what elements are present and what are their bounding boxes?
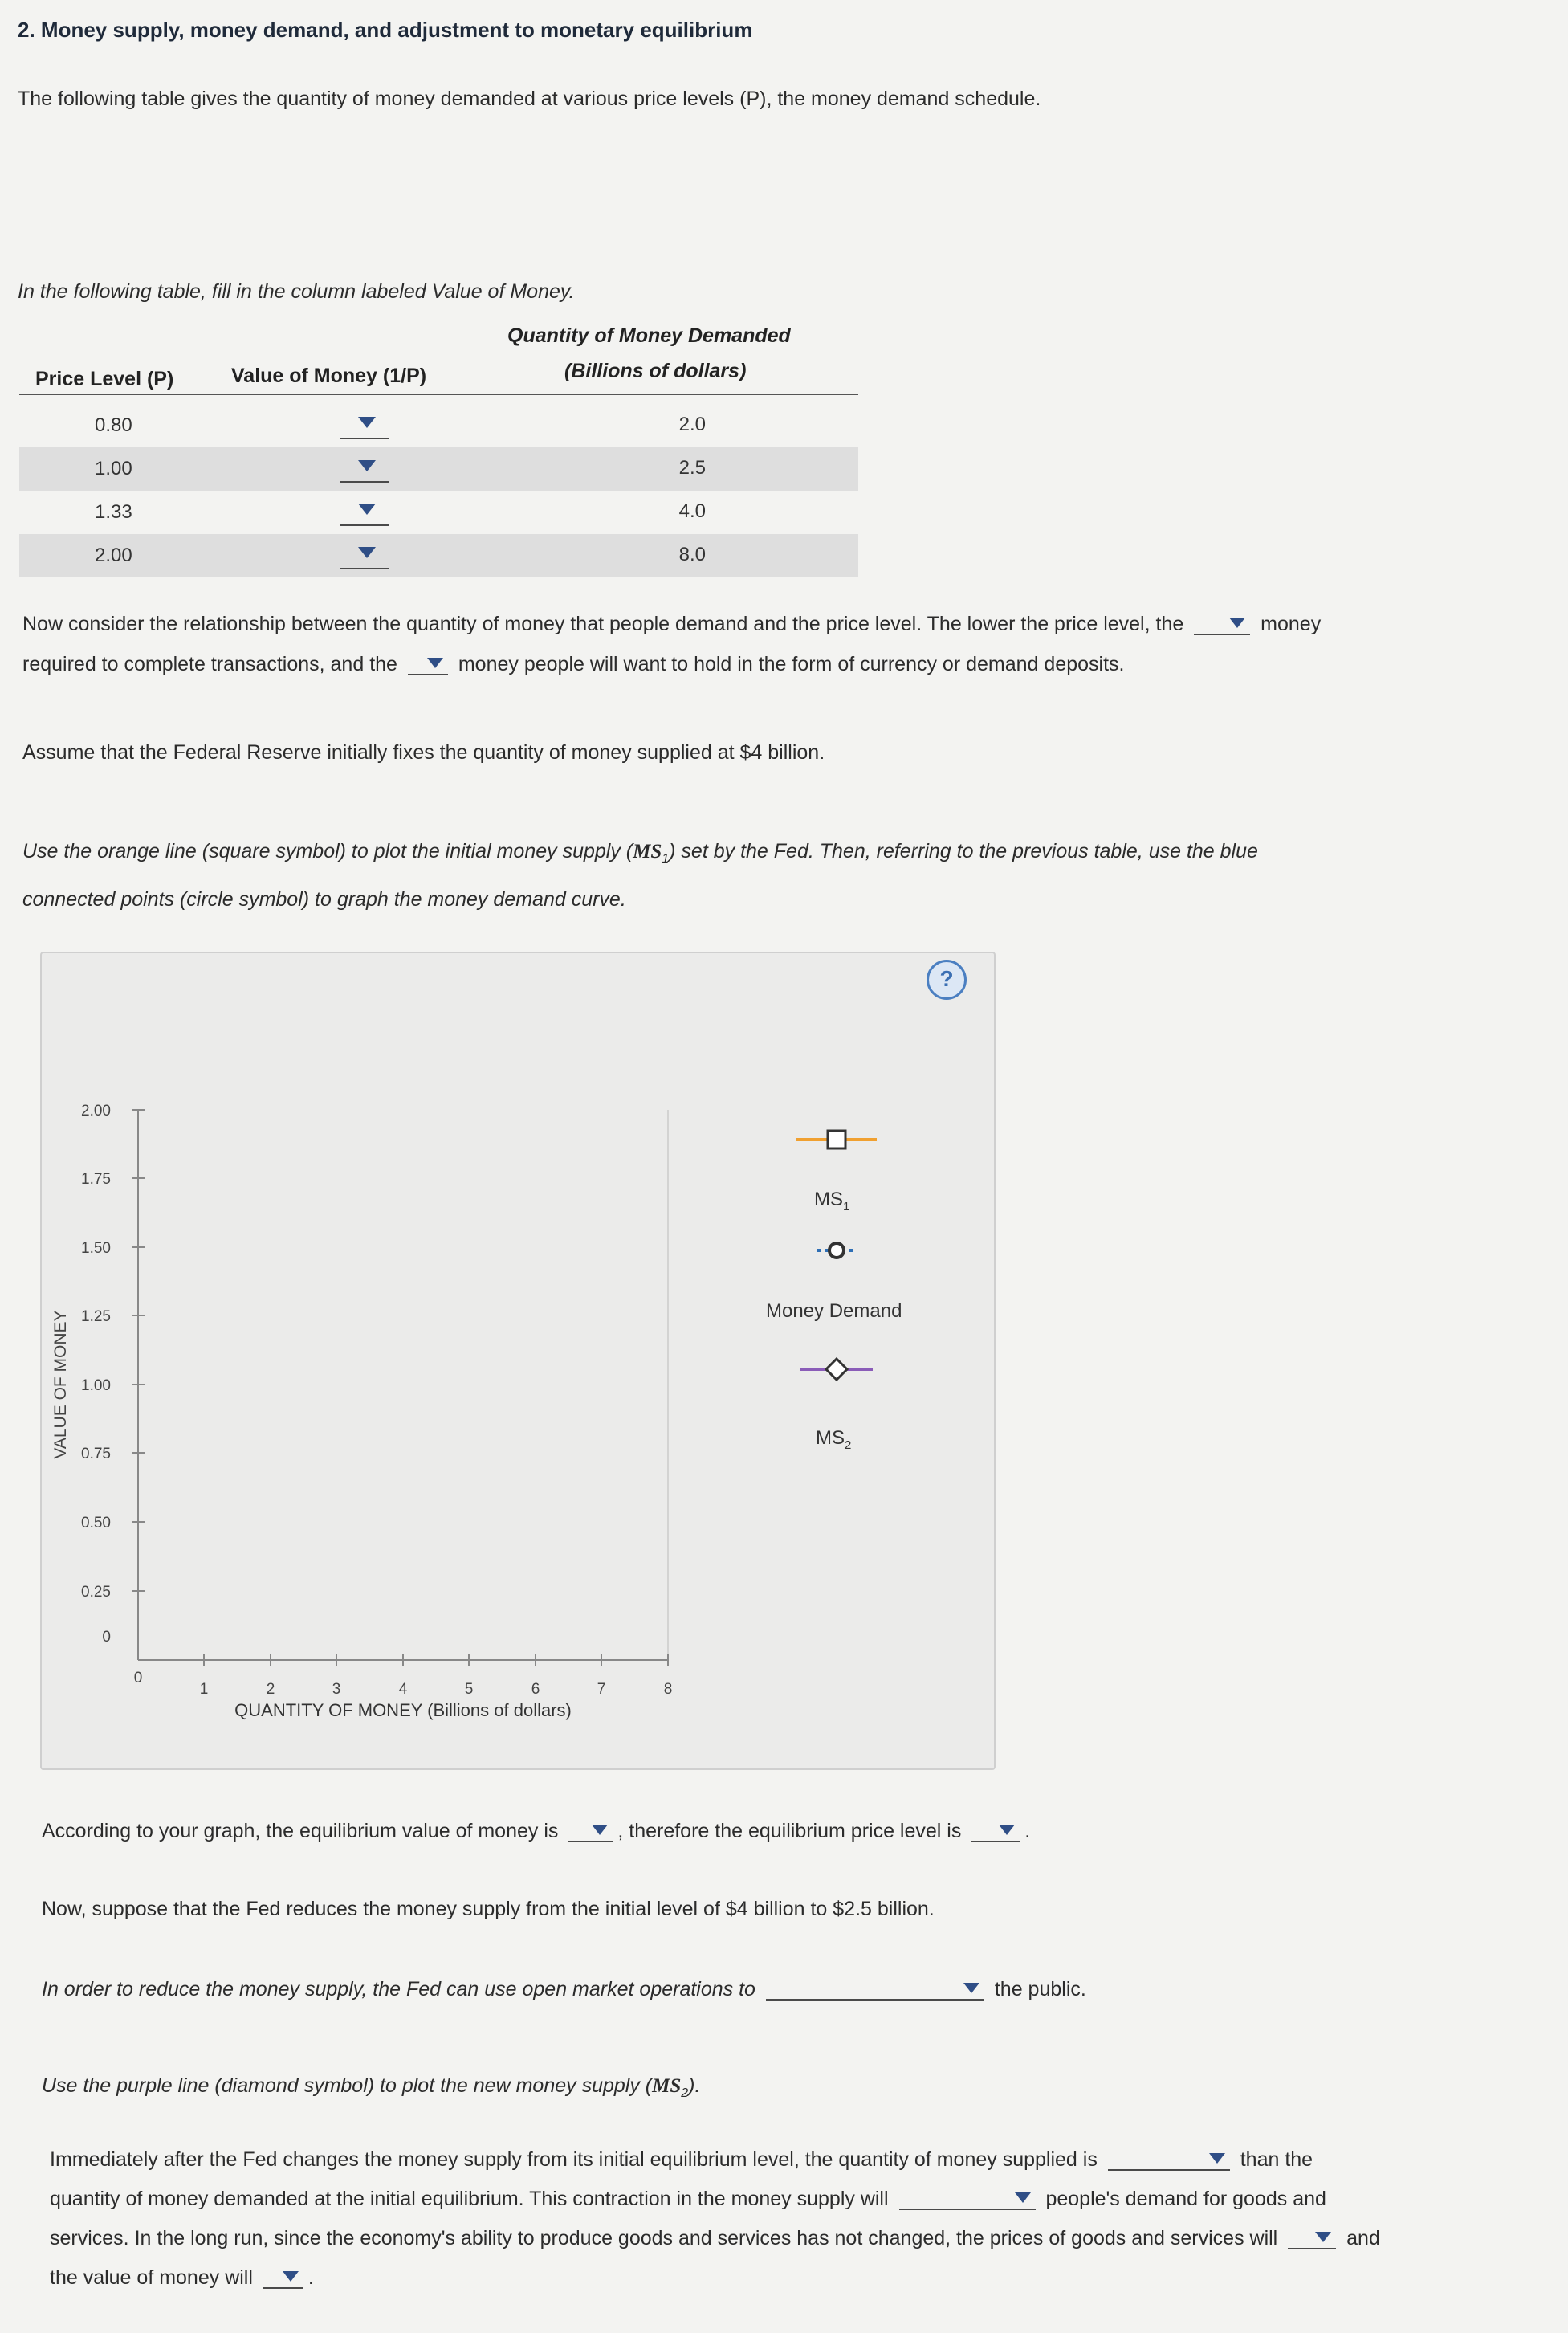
final-part5: services. In the long run, since the economy's ability to produce goods and services has not changed, the prices of goods and services will xyxy=(50,2227,1278,2249)
ms2-tool[interactable] xyxy=(800,1359,873,1380)
price-relation-dropdown-2[interactable] xyxy=(408,651,448,675)
price-header: Price Level (P) xyxy=(35,368,174,390)
qty-cell: 2.5 xyxy=(678,457,706,479)
y-tick-label: 1.50 xyxy=(81,1240,111,1257)
dropdown-arrow-icon xyxy=(283,2271,299,2282)
qty-header-line1: Quantity of Money Demanded xyxy=(507,324,791,347)
final-part1: Immediately after the Fed changes the money supply from its initial equilibrium level, the quantity of money supplied is xyxy=(50,2148,1098,2171)
table-row xyxy=(19,534,858,577)
x-tick-label: 7 xyxy=(597,1681,606,1698)
final-part4: people's demand for goods and xyxy=(1045,2188,1326,2210)
equilibrium-text xyxy=(42,1811,1030,1851)
value-header: Value of Money (1/P) xyxy=(231,365,427,387)
omo-dropdown[interactable] xyxy=(766,1976,984,2001)
y-tick-label: 0.75 xyxy=(81,1446,111,1462)
final-text xyxy=(50,2140,1559,2298)
ms2-legend-label: $MS_2$ xyxy=(816,1427,852,1452)
qty-header-line2: (Billions of dollars) xyxy=(564,360,747,382)
ms1-subscript: 1 xyxy=(662,852,670,866)
plot-instruction-part3: connected points (circle symbol) to graph the money demand curve. xyxy=(22,888,626,911)
x-tick-label: 3 xyxy=(332,1681,341,1698)
plot-instruction-part2: ) set by the Fed. Then, referring to the previous table, use the blue xyxy=(669,840,1258,863)
final-part3: quantity of money demanded at the initial equilibrium. This contraction in the money supply will xyxy=(50,2188,889,2210)
plot-instruction-part1: Use the orange line (square symbol) to plot the initial money supply ( xyxy=(22,840,633,863)
y-tick-label: 1.00 xyxy=(81,1377,111,1394)
graph-panel[interactable] xyxy=(40,952,996,1770)
x-tick-label: 6 xyxy=(531,1681,540,1698)
omo-part2: the public. xyxy=(994,1978,1086,2001)
square-symbol-icon xyxy=(828,1131,845,1148)
dropdown-arrow-icon xyxy=(592,1825,608,1835)
final-part8: . xyxy=(307,2266,314,2289)
relationship-part3: required to complete transactions, and the xyxy=(22,653,397,675)
demand-legend-label: Money Demand xyxy=(766,1300,902,1322)
value-dropdown[interactable] xyxy=(340,409,389,439)
graph-svg[interactable] xyxy=(42,953,994,1768)
y-axis-label: VALUE OF MONEY xyxy=(51,1310,70,1459)
final-part6: and xyxy=(1346,2227,1380,2249)
x-tick-label: 8 xyxy=(663,1681,673,1698)
money-demand-table xyxy=(0,321,883,578)
table-row xyxy=(19,447,858,491)
dropdown-arrow-icon xyxy=(358,460,376,471)
supply-comparison-dropdown[interactable] xyxy=(1108,2147,1230,2171)
ms2-symbol: MS xyxy=(652,2075,682,2097)
assumption-text: Assume that the Federal Reserve initially fixes the quantity of money supplied at $4 billion. xyxy=(22,741,825,764)
dropdown-arrow-icon xyxy=(999,1825,1015,1835)
dropdown-arrow-icon xyxy=(963,1983,979,1993)
final-part7: the value of money will xyxy=(50,2266,253,2289)
dropdown-arrow-icon xyxy=(1015,2192,1031,2203)
diamond-symbol-icon xyxy=(826,1359,847,1380)
x-tick-label: 1 xyxy=(199,1681,209,1698)
relationship-text xyxy=(22,604,1548,684)
help-icon[interactable]: ? xyxy=(927,960,967,1000)
header-rule xyxy=(19,394,858,395)
y-tick-label: 2.00 xyxy=(81,1103,111,1120)
price-change-dropdown[interactable] xyxy=(1288,2225,1336,2249)
ms1-legend-label: $MS_1$ xyxy=(814,1189,850,1213)
dropdown-arrow-icon xyxy=(358,417,376,428)
price-cell: 1.00 xyxy=(95,458,132,479)
equilibrium-value-dropdown[interactable] xyxy=(568,1818,613,1842)
dropdown-arrow-icon xyxy=(427,658,443,668)
relationship-part2: money xyxy=(1261,613,1322,635)
equilibrium-price-dropdown[interactable] xyxy=(971,1818,1020,1842)
x-tick-label: 4 xyxy=(398,1681,408,1698)
equilibrium-part2: , therefore the equilibrium price level is xyxy=(617,1820,962,1842)
reduction-text: Now, suppose that the Fed reduces the money supply from the initial level of $4 billion to $2.5 billion. xyxy=(42,1898,935,1920)
x-axis-label: QUANTITY OF MONEY (Billions of dollars) xyxy=(234,1700,572,1720)
plot-instruction xyxy=(22,831,1548,920)
dropdown-arrow-icon xyxy=(1315,2232,1331,2242)
ms2-instruction-part2: ). xyxy=(688,2074,701,2097)
relationship-part4: money people will want to hold in the form of currency or demand deposits. xyxy=(458,653,1125,675)
dropdown-arrow-icon xyxy=(358,547,376,558)
qty-cell: 8.0 xyxy=(678,544,706,565)
ms2-subscript: 2 xyxy=(681,2086,689,2100)
qty-cell: 2.0 xyxy=(678,414,706,435)
equilibrium-part3: . xyxy=(1024,1820,1031,1842)
intro-text: The following table gives the quantity of money demanded at various price levels (P), the money demand schedule. xyxy=(18,88,1041,110)
value-dropdown[interactable] xyxy=(340,539,389,569)
price-relation-dropdown-1[interactable] xyxy=(1194,611,1250,635)
final-part2: than the xyxy=(1240,2148,1313,2171)
value-change-dropdown[interactable] xyxy=(263,2265,303,2289)
omo-text xyxy=(42,1969,1086,2009)
relationship-part1: Now consider the relationship between the quantity of money that people demand and the price level. The lower the price level, the xyxy=(22,613,1184,635)
x-tick-label: 5 xyxy=(464,1681,474,1698)
qty-cell: 4.0 xyxy=(678,500,706,522)
y-tick-label: 0.50 xyxy=(81,1515,111,1532)
y-tick-label: 1.75 xyxy=(81,1171,111,1188)
demand-effect-dropdown[interactable] xyxy=(899,2186,1036,2210)
question-title: 2. Money supply, money demand, and adjustment to monetary equilibrium xyxy=(18,18,753,42)
ms2-instruction xyxy=(42,2066,700,2114)
x-tick-label: 2 xyxy=(266,1681,275,1698)
circle-symbol-icon xyxy=(829,1243,844,1258)
value-dropdown[interactable] xyxy=(340,452,389,483)
omo-part1: In order to reduce the money supply, the Fed can use open market operations to xyxy=(42,1978,755,2001)
dropdown-arrow-icon xyxy=(1209,2153,1225,2164)
table-row xyxy=(19,491,858,534)
y-tick-label: 1.25 xyxy=(81,1308,111,1325)
value-dropdown[interactable] xyxy=(340,496,389,526)
x-tick-label: 0 xyxy=(133,1670,143,1687)
money-demand-tool[interactable] xyxy=(817,1243,857,1258)
price-cell: 0.80 xyxy=(95,414,132,436)
ms2-instruction-part1: Use the purple line (diamond symbol) to plot the new money supply ( xyxy=(42,2074,653,2097)
table-instruction: In the following table, fill in the column labeled Value of Money. xyxy=(18,280,575,303)
y-tick-label: 0 xyxy=(102,1629,111,1646)
table-row xyxy=(19,404,858,447)
price-cell: 2.00 xyxy=(95,545,132,566)
y-tick-label: 0.25 xyxy=(81,1584,111,1601)
dropdown-arrow-icon xyxy=(1229,618,1245,628)
price-cell: 1.33 xyxy=(95,501,132,523)
dropdown-arrow-icon xyxy=(358,504,376,515)
ms1-symbol: MS xyxy=(633,841,662,863)
ms1-tool[interactable] xyxy=(796,1131,877,1148)
equilibrium-part1: According to your graph, the equilibrium value of money is xyxy=(42,1820,559,1842)
